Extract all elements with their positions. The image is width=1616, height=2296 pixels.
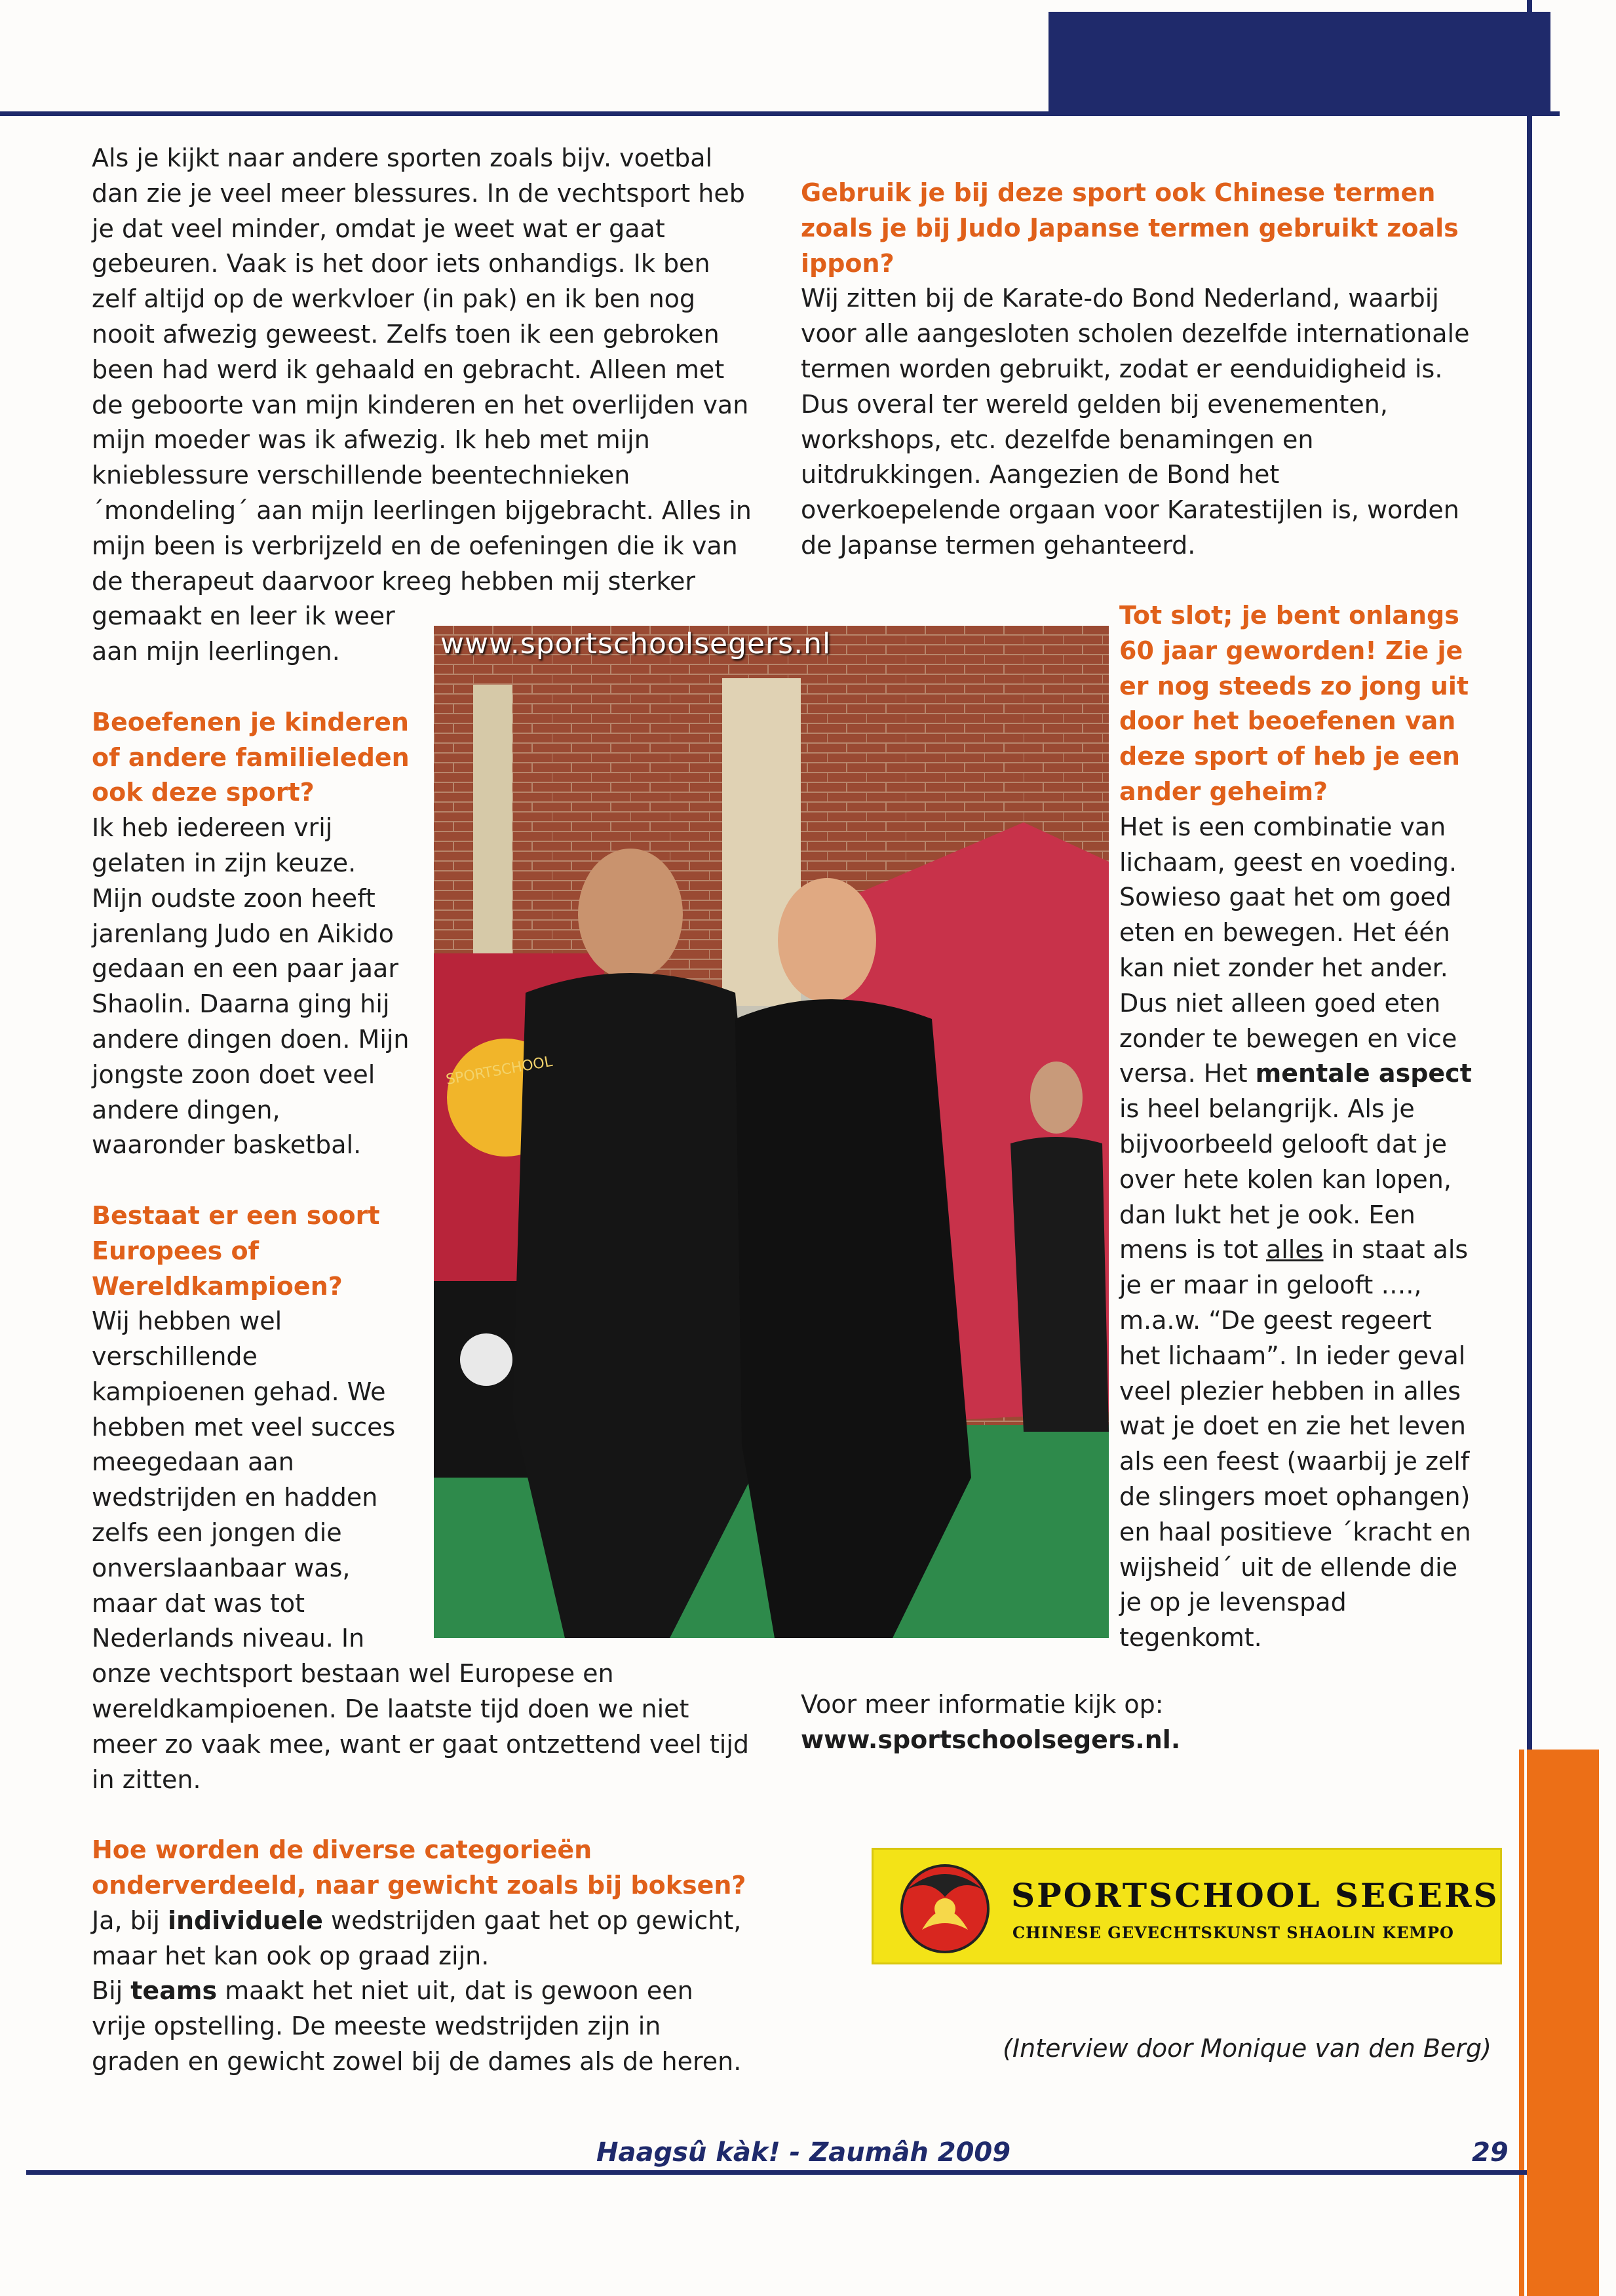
interview-credit: (Interview door Monique van den Berg) bbox=[1003, 2034, 1491, 2063]
text-line: kampioenen gehad. We bbox=[92, 1377, 386, 1406]
page-number: 29 bbox=[1472, 2137, 1509, 2168]
text-line: Nederlands niveau. In bbox=[92, 1624, 365, 1653]
text-line: Mijn oudste zoon heeft bbox=[92, 883, 375, 913]
text-line: bijvoorbeeld gelooft dat je bbox=[1119, 1129, 1448, 1158]
website-link[interactable]: www.sportschoolsegers.nl. bbox=[801, 1725, 1181, 1754]
header-navy-block bbox=[1048, 12, 1550, 111]
text-line: de geboorte van mijn kinderen en het overlijden van bbox=[92, 390, 749, 419]
question-line: er nog steeds zo jong uit bbox=[1119, 671, 1469, 700]
text-line: dan lukt het je ook. Een bbox=[1119, 1200, 1415, 1229]
text-line: versa. Het mentale aspect bbox=[1119, 1059, 1472, 1088]
text-line: andere dingen doen. Mijn bbox=[92, 1024, 410, 1054]
banner-text: SPORTSCHOOL bbox=[444, 1053, 554, 1088]
text-line: gebeuren. Vaak is het door iets onhandigs. Ik ben bbox=[92, 249, 710, 278]
question-line: Europees of bbox=[92, 1236, 260, 1265]
question-categories bbox=[92, 1833, 786, 1904]
text-line: eten en bewegen. Het één bbox=[1119, 918, 1450, 947]
text-line: als een feest (waarbij je zelf bbox=[1119, 1447, 1470, 1476]
text-line: en haal positieve ´kracht en bbox=[1119, 1517, 1471, 1546]
text-line: Ja, bij individuele wedstrijden gaat het op gewicht, bbox=[92, 1905, 742, 1935]
text-line: wat je doet en zie het leven bbox=[1119, 1411, 1466, 1441]
text-line: Ik heb iedereen vrij bbox=[92, 813, 333, 843]
text-line: je er maar in gelooft …., bbox=[1119, 1271, 1422, 1300]
sportschool-logo bbox=[872, 1848, 1502, 1964]
text-line: is heel belangrijk. Als je bbox=[1119, 1094, 1415, 1124]
text-line: waaronder basketbal. bbox=[92, 1130, 362, 1160]
text-line: gemaakt en leer ik weer bbox=[92, 602, 395, 631]
more-info-label: Voor meer informatie kijk op: bbox=[801, 1690, 1164, 1719]
text-line: andere dingen, bbox=[92, 1095, 280, 1124]
question-line: of andere familieleden bbox=[92, 742, 410, 772]
text-line: uitdrukkingen. Aangezien de Bond het bbox=[801, 460, 1280, 489]
text-line: graden en gewicht zowel bij de dames als de heren. bbox=[92, 2047, 742, 2076]
text-line: de slingers moet ophangen) bbox=[1119, 1482, 1471, 1511]
text-line: gelaten in zijn keuze. bbox=[92, 848, 356, 877]
text-line: mijn moeder was ik afwezig. Ik heb met mijn bbox=[92, 425, 650, 455]
text-line: hebben met veel succes bbox=[92, 1412, 396, 1442]
text-line: Dus overal ter wereld gelden bij evenementen, bbox=[801, 389, 1388, 419]
text-line: zonder te bewegen en vice bbox=[1119, 1024, 1457, 1053]
question-line: ippon? bbox=[801, 248, 895, 278]
text-line: de Japanse termen gehanteerd. bbox=[801, 530, 1196, 560]
article-photo bbox=[434, 626, 1109, 1638]
text-line: je dat veel minder, omdat je weet wat er gaat bbox=[92, 214, 665, 243]
text-line: wedstrijden en hadden bbox=[92, 1483, 378, 1512]
text-line: Dus niet alleen goed eten bbox=[1119, 988, 1441, 1018]
header-rule bbox=[0, 111, 1560, 116]
text-line: Wij zitten bij de Karate-do Bond Nederland, waarbij bbox=[801, 284, 1439, 313]
text-line: kan niet zonder het ander. bbox=[1119, 953, 1448, 982]
text-line: over hete kolen kan lopen, bbox=[1119, 1164, 1452, 1194]
question-line: deze sport of heb je een bbox=[1119, 742, 1460, 771]
text-line: m.a.w. “De geest regeert bbox=[1119, 1305, 1432, 1335]
text-line: Shaolin. Daarna ging hij bbox=[92, 989, 390, 1019]
question-terms bbox=[801, 176, 1495, 281]
text-line: aan mijn leerlingen. bbox=[92, 637, 340, 666]
text-line: Sowieso gaat het om goed bbox=[1119, 883, 1452, 912]
text-line: knieblessure verschillende beentechnieken bbox=[92, 461, 630, 490]
photo-watermark: www.sportschoolsegers.nl bbox=[440, 627, 832, 660]
magazine-footer: Haagsû kàk! - Zaumâh 2009 bbox=[596, 2137, 1011, 2168]
photo-illustration bbox=[434, 626, 1109, 1638]
text-line: tegenkomt. bbox=[1119, 1623, 1262, 1653]
intro-paragraph bbox=[92, 141, 786, 670]
text-line: overkoepelende orgaan voor Karatestijlen is, worden bbox=[801, 495, 1459, 525]
text-line: mijn been is verbrijzeld en de oefeningen die ik van bbox=[92, 531, 738, 560]
question-line: zoals je bij Judo Japanse termen gebruikt zoals bbox=[801, 213, 1459, 242]
text-line: onze vechtsport bestaan wel Europese en bbox=[92, 1659, 614, 1689]
question-line: Hoe worden de diverse categorieën bbox=[92, 1835, 592, 1865]
question-line: Wereldkampioen? bbox=[92, 1271, 343, 1301]
logo-title: SPORTSCHOOL SEGERS bbox=[1011, 1876, 1499, 1915]
text-line: in zitten. bbox=[92, 1765, 201, 1794]
text-line: Het is een combinatie van bbox=[1119, 812, 1446, 841]
more-info bbox=[801, 1687, 1495, 1758]
column-right-narrow bbox=[1119, 598, 1512, 1656]
text-line: nooit afwezig geweest. Zelfs toen ik een gebroken bbox=[92, 319, 720, 349]
text-line: Wij hebben wel bbox=[92, 1307, 282, 1336]
text-line: het lichaam”. In ieder geval bbox=[1119, 1341, 1466, 1370]
text-line: termen worden gebruikt, zodat er eenduidigheid is. bbox=[801, 354, 1443, 383]
text-line: been had werd ik gehaald en gebracht. Alleen met bbox=[92, 354, 725, 384]
logo-subtitle: CHINESE GEVECHTSKUNST SHAOLIN KEMPO bbox=[1012, 1923, 1454, 1942]
text-line: workshops, etc. dezelfde benamingen en bbox=[801, 425, 1314, 454]
text-line: Bij teams maakt het niet uit, dat is gewoon een bbox=[92, 1976, 693, 2006]
footer-rule bbox=[26, 2170, 1527, 2175]
question-line: Tot slot; je bent onlangs bbox=[1119, 601, 1459, 630]
text-line: wijsheid´ uit de ellende die bbox=[1119, 1552, 1458, 1582]
column-right-top bbox=[801, 176, 1495, 564]
question-line: onderverdeeld, naar gewicht zoals bij boksen? bbox=[92, 1871, 746, 1900]
answer-secret bbox=[1119, 810, 1512, 1656]
text-line: wereldkampioenen. De laatste tijd doen we niet bbox=[92, 1694, 689, 1724]
answer-categories bbox=[92, 1904, 786, 2080]
text-line: dan zie je veel meer blessures. In de vechtsport heb bbox=[92, 178, 745, 208]
dragon-emblem-icon bbox=[883, 1851, 1007, 1960]
text-line: voor alle aangesloten scholen dezelfde internationale bbox=[801, 319, 1470, 349]
question-line: ook deze sport? bbox=[92, 778, 315, 807]
text-line: ´mondeling´ aan mijn leerlingen bijgebracht. Alles in bbox=[92, 495, 752, 525]
orange-side-block bbox=[1527, 1750, 1599, 2296]
text-line: jongste zoon doet veel bbox=[92, 1060, 375, 1089]
text-line: zelf altijd op de werkvloer (in pak) en ik ben nog bbox=[92, 284, 696, 314]
orange-side-stripe bbox=[1519, 1750, 1524, 2296]
question-line: Beoefenen je kinderen bbox=[92, 707, 409, 737]
text-line: Als je kijkt naar andere sporten zoals bijv. voetbal bbox=[92, 144, 713, 172]
text-line: meegedaan aan bbox=[92, 1447, 294, 1477]
text-line: meer zo vaak mee, want er gaat ontzettend veel tijd bbox=[92, 1729, 750, 1759]
question-line: 60 jaar geworden! Zie je bbox=[1119, 636, 1463, 665]
text-line: je op je levenspad bbox=[1119, 1588, 1347, 1617]
question-line: Bestaat er een soort bbox=[92, 1200, 380, 1230]
question-line: door het beoefenen van bbox=[1119, 706, 1456, 736]
text-line: verschillende bbox=[92, 1342, 258, 1371]
answer-terms bbox=[801, 281, 1495, 563]
question-line: ander geheim? bbox=[1119, 776, 1328, 806]
text-line: onverslaanbaar was, bbox=[92, 1553, 351, 1582]
text-line: veel plezier hebben in alles bbox=[1119, 1376, 1461, 1406]
text-line: gedaan en een paar jaar bbox=[92, 954, 398, 984]
text-line: de therapeut daarvoor kreeg hebben mij sterker bbox=[92, 566, 695, 596]
text-line: lichaam, geest en voeding. bbox=[1119, 847, 1457, 877]
question-secret bbox=[1119, 598, 1512, 810]
text-line: vrije opstelling. De meeste wedstrijden zijn in bbox=[92, 2012, 661, 2041]
text-line: zelfs een jongen die bbox=[92, 1518, 342, 1548]
text-line: maar dat was tot bbox=[92, 1588, 305, 1618]
text-line: maar het kan ook op graad zijn. bbox=[92, 1941, 490, 1970]
question-line: Gebruik je bij deze sport ook Chinese termen bbox=[801, 178, 1436, 207]
text-line: mens is tot alles in staat als bbox=[1119, 1235, 1469, 1265]
text-line: jarenlang Judo en Aikido bbox=[92, 919, 394, 948]
